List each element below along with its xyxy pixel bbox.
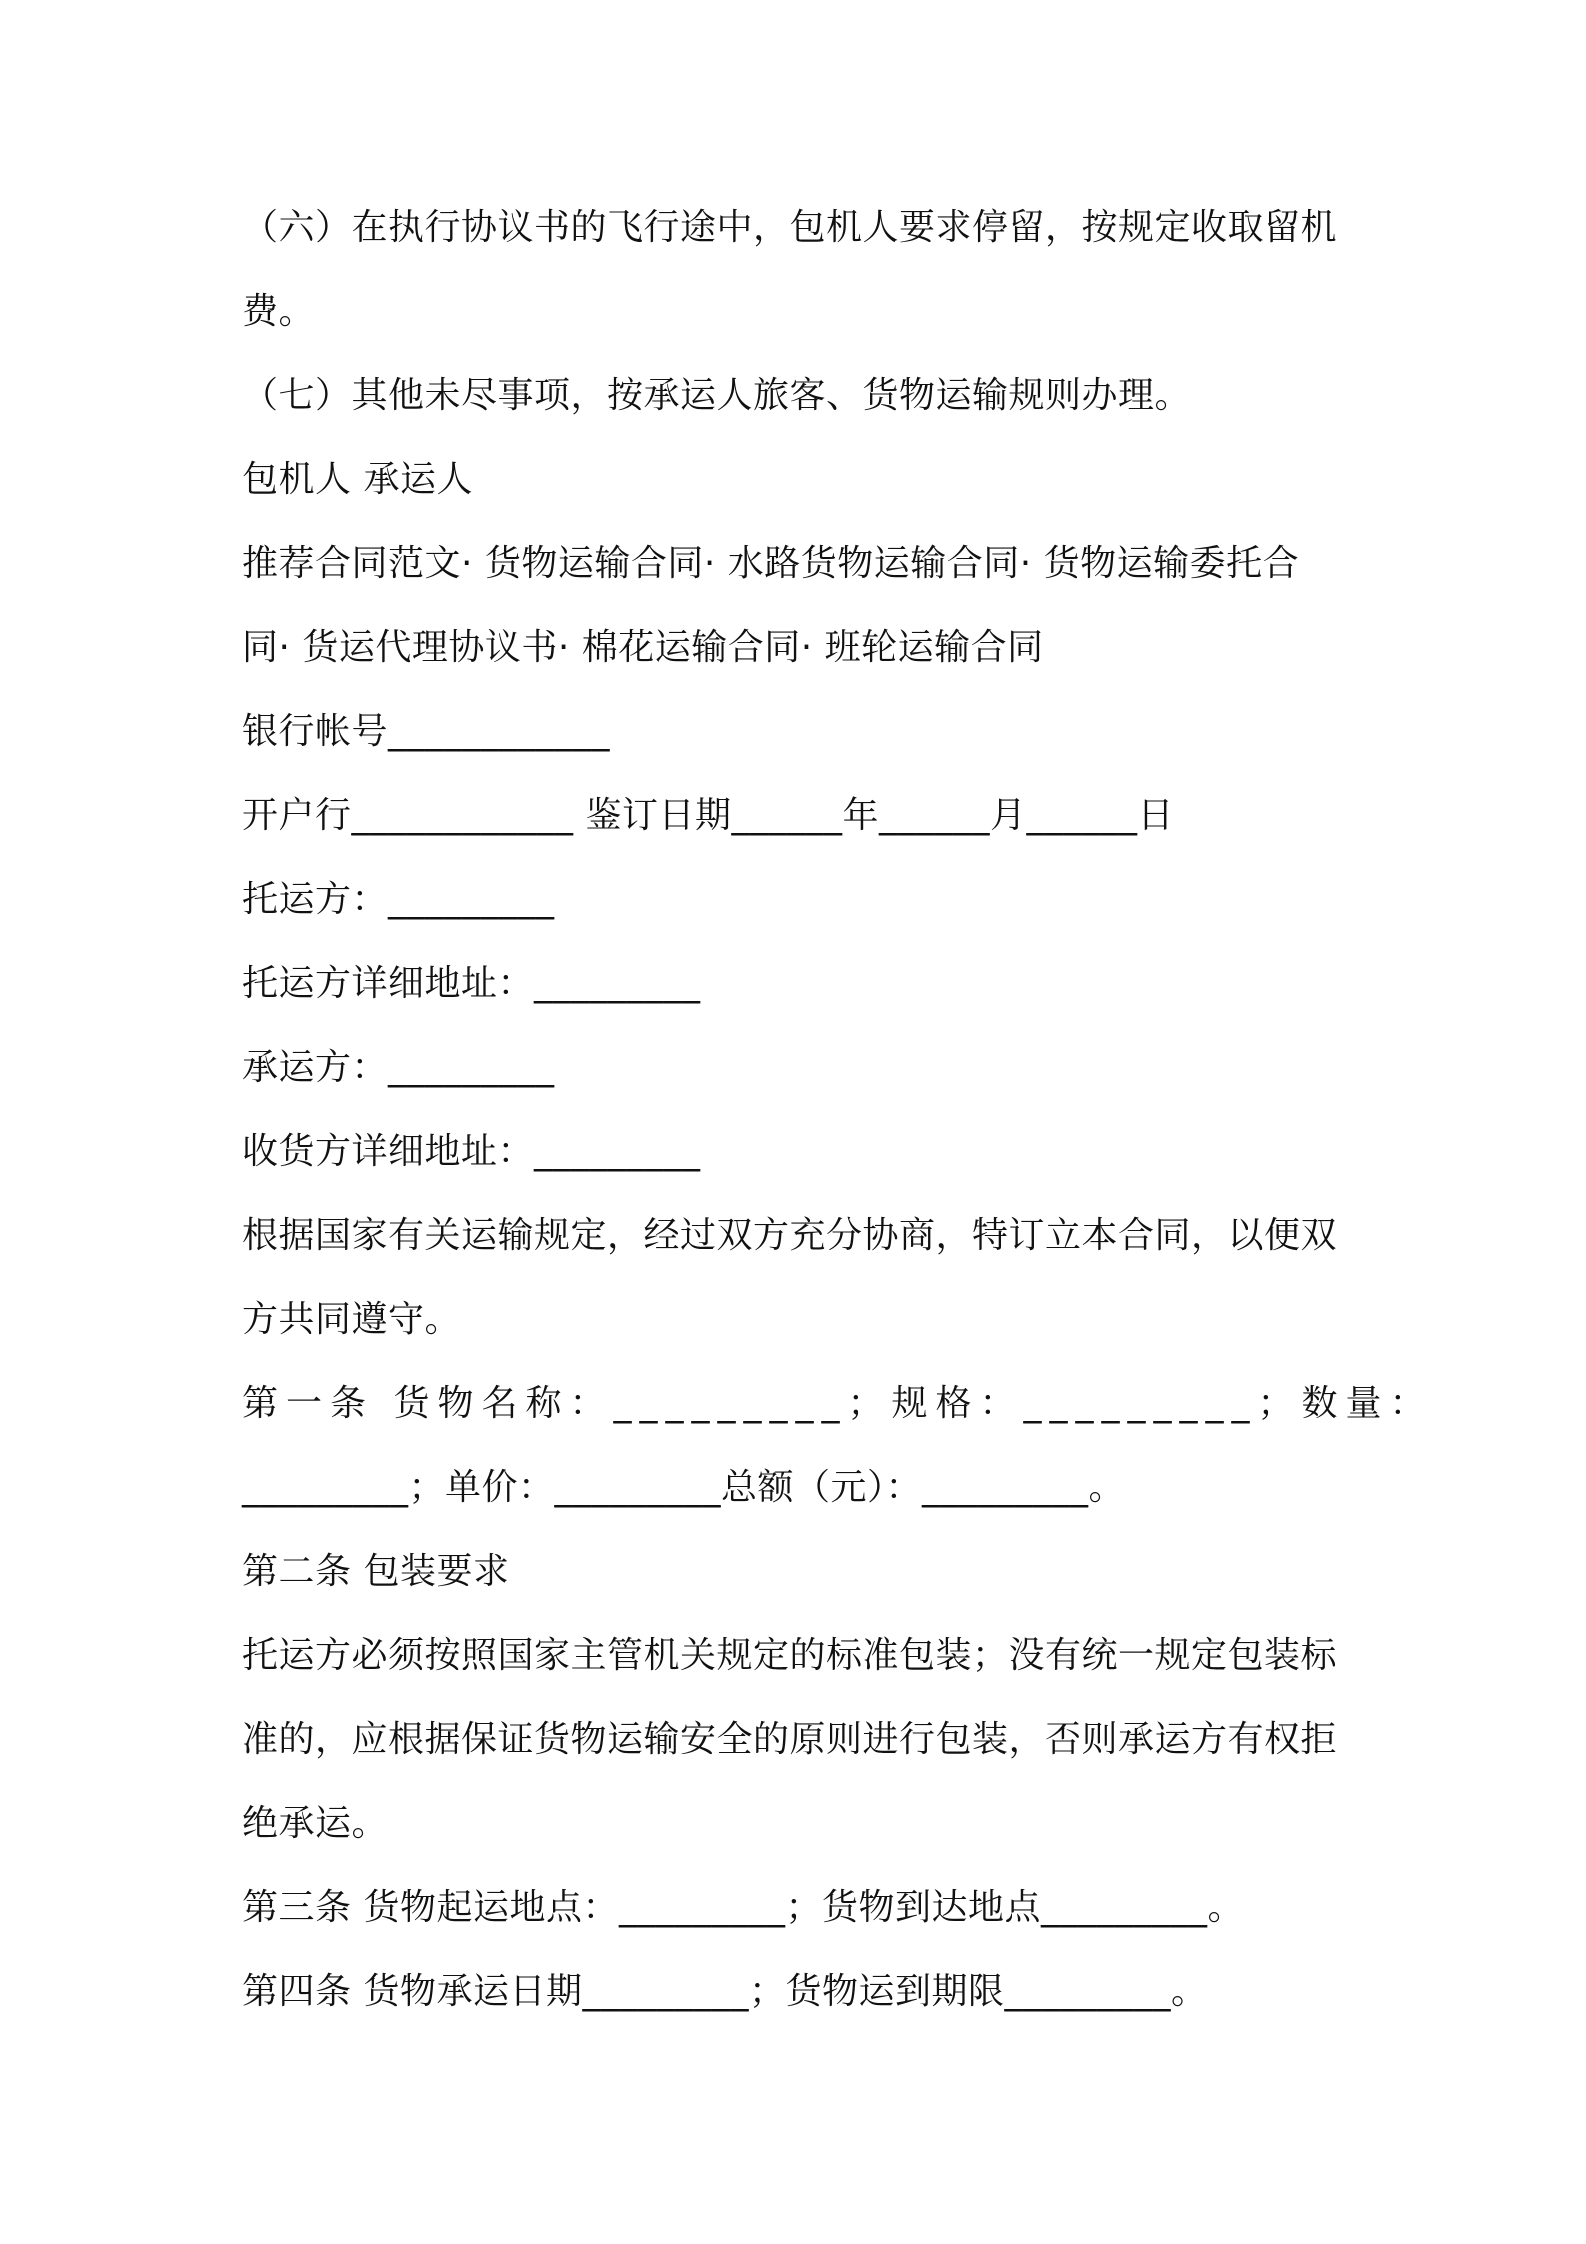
article-two-line-2: 准的，应根据保证货物运输安全的原则进行包装，否则承运方有权拒 — [242, 1719, 1338, 1760]
clause-seven: （七）其他未尽事项，按承运人旅客、货物运输规则办理。 — [242, 375, 1192, 416]
recommended-list-line-2: 同· 货运代理协议书· 棉花运输合同· 班轮运输合同 — [242, 627, 1044, 668]
consignee-address-field: 收货方详细地址：_________ — [242, 1131, 701, 1172]
preamble-line-2: 方共同遵守。 — [242, 1299, 462, 1340]
preamble-line-1: 根据国家有关运输规定，经过双方充分协商，特订立本合同，以便双 — [242, 1215, 1338, 1256]
bank-and-date-field: 开户行____________ 鉴订日期______年______月______日 — [242, 795, 1174, 836]
recommended-list-line-1: 推荐合同范文· 货物运输合同· 水路货物运输合同· 货物运输委托合 — [242, 543, 1300, 584]
signatories: 包机人 承运人 — [242, 459, 473, 500]
bank-account-field: 银行帐号____________ — [242, 711, 611, 752]
shipper-field: 托运方：_________ — [242, 879, 555, 920]
article-three: 第三条 货物起运地点：_________；货物到达地点_________。 — [242, 1887, 1244, 1928]
article-one-line-1: 第一条 货物名称：_________；规格：_________；数量： — [242, 1383, 1434, 1424]
carrier-field: 承运方：_________ — [242, 1047, 555, 1088]
article-two-line-3: 绝承运。 — [242, 1803, 389, 1844]
article-two-line-1: 托运方必须按照国家主管机关规定的标准包装；没有统一规定包装标 — [242, 1635, 1338, 1676]
article-two-heading: 第二条 包装要求 — [242, 1551, 510, 1592]
clause-six-line-1: （六）在执行协议书的飞行途中，包机人要求停留，按规定收取留机 — [242, 207, 1338, 248]
shipper-address-field: 托运方详细地址：_________ — [242, 963, 701, 1004]
clause-six-line-2: 费。 — [242, 291, 316, 332]
article-four: 第四条 货物承运日期_________；货物运到期限_________。 — [242, 1971, 1208, 2012]
article-one-line-2: _________；单价：_________总额（元）：_________。 — [242, 1467, 1126, 1508]
